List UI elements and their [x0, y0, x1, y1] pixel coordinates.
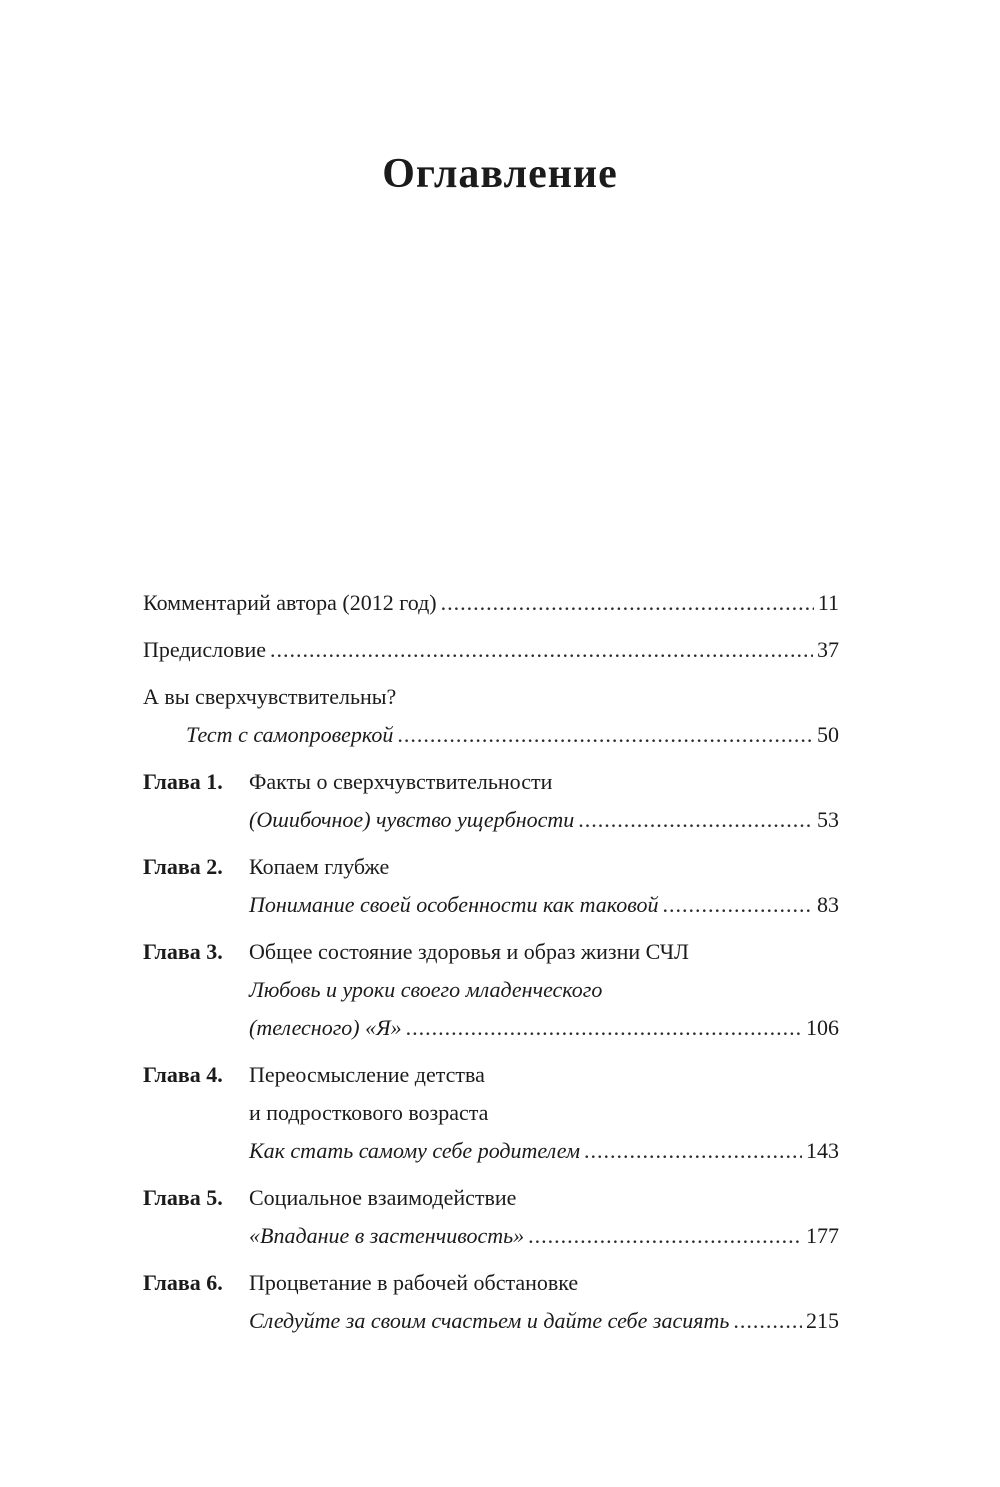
chapter-title: Процветание в рабочей обстановке [249, 1270, 579, 1295]
toc-line [143, 848, 839, 886]
toc-chapter [143, 1264, 839, 1340]
page-title: Оглавление [382, 151, 618, 197]
entry-title: Комментарий автора (2012 год) [143, 590, 437, 615]
dot-leader [733, 1302, 802, 1340]
page-number: 50 [817, 722, 839, 747]
toc-line [143, 678, 839, 716]
entry-title: А вы сверхчувствительны? [143, 684, 397, 709]
page-number: 106 [806, 1015, 839, 1040]
chapter-label: Глава 5. [143, 1185, 223, 1210]
toc-line [143, 971, 839, 1009]
chapter-label: Глава 2. [143, 854, 223, 879]
entry-title: Предисловие [143, 637, 266, 662]
dot-leader [528, 1217, 802, 1255]
toc-line [143, 631, 839, 669]
page-number: 143 [806, 1138, 839, 1163]
toc-line [143, 1094, 839, 1132]
toc-line [143, 1217, 839, 1255]
chapter-label: Глава 6. [143, 1270, 223, 1295]
page-number: 53 [817, 807, 839, 832]
chapter-label: Глава 4. [143, 1062, 223, 1087]
toc-entry [143, 584, 839, 622]
toc-entry [143, 631, 839, 669]
dot-leader [406, 1009, 802, 1047]
toc-line [143, 1302, 839, 1340]
dot-leader [578, 801, 813, 839]
toc-entry [143, 678, 839, 754]
chapter-subtitle: (Ошибочное) чувство ущербности [249, 807, 575, 832]
dot-leader [441, 584, 814, 622]
toc-chapter [143, 1179, 839, 1255]
chapter-subtitle: Следуйте за своим счастьем и дайте себе засиять [249, 1308, 730, 1333]
chapter-title-continued: и подросткового возраста [249, 1100, 489, 1125]
table-of-contents [143, 584, 839, 1349]
toc-line [143, 1009, 839, 1047]
toc-chapter [143, 1056, 839, 1170]
chapter-title: Социальное взаимодействие [249, 1185, 517, 1210]
dot-leader [662, 886, 813, 924]
chapter-title: Копаем глубже [249, 854, 390, 879]
toc-line [143, 716, 839, 754]
toc-line [143, 801, 839, 839]
toc-chapter [143, 848, 839, 924]
page-number: 11 [817, 590, 839, 615]
page-number: 215 [806, 1308, 839, 1333]
chapter-subtitle: «Впадание в застенчивость» [249, 1223, 525, 1248]
chapter-title: Факты о сверхчувствительности [249, 769, 553, 794]
toc-line [143, 886, 839, 924]
chapter-subtitle: (телесного) «Я» [249, 1015, 402, 1040]
dot-leader [270, 631, 813, 669]
toc-line [143, 763, 839, 801]
page-number: 177 [806, 1223, 839, 1248]
toc-line [143, 1179, 839, 1217]
chapter-label: Глава 1. [143, 769, 223, 794]
toc-line [143, 933, 839, 971]
toc-line [143, 1264, 839, 1302]
chapter-label: Глава 3. [143, 939, 223, 964]
toc-line [143, 1132, 839, 1170]
toc-line [143, 584, 839, 622]
dot-leader [397, 716, 813, 754]
chapter-subtitle: Как стать самому себе родителем [249, 1138, 581, 1163]
chapter-title: Общее состояние здоровья и образ жизни СЧЛ [249, 939, 689, 964]
chapter-subtitle: Понимание своей особенности как таковой [249, 892, 659, 917]
chapter-subtitle: Любовь и уроки своего младенческого [249, 977, 603, 1002]
chapter-title: Переосмысление детства [249, 1062, 485, 1087]
toc-chapter [143, 763, 839, 839]
page-number: 37 [817, 637, 839, 662]
entry-subtitle: Тест с самопроверкой [186, 722, 394, 747]
dot-leader [584, 1132, 802, 1170]
toc-chapter [143, 933, 839, 1047]
toc-line [143, 1056, 839, 1094]
page-number: 83 [817, 892, 839, 917]
